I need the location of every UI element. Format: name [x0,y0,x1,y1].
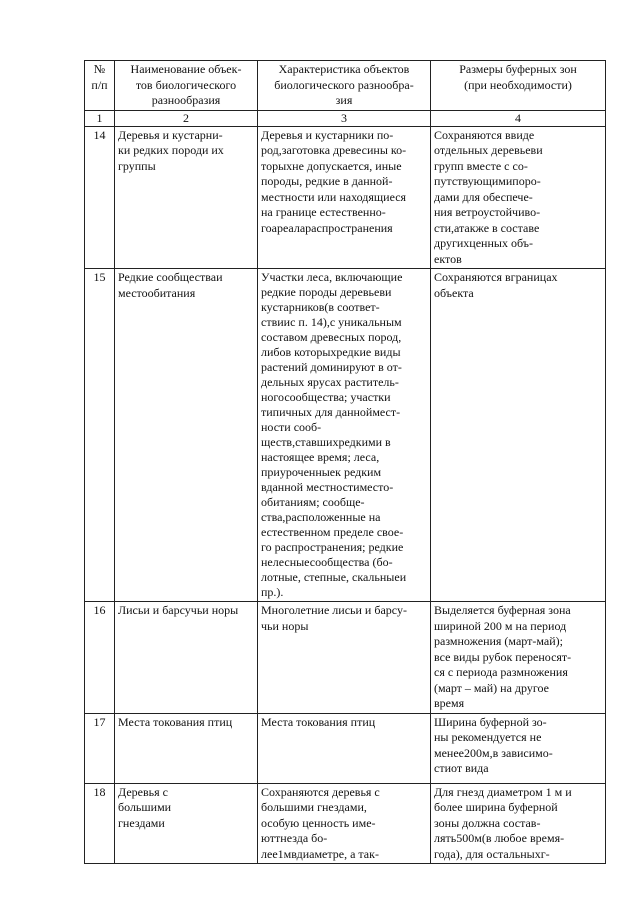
row-buffer-size: Выделяется буферная зона шириной 200 м на период размножения (март-май); все виды рубок переносят- ся с периода размножения (март – май) на другое время [431,602,606,714]
table-row [85,713,606,783]
row-number: 14 [85,126,115,269]
row-characteristic: Деревья и кустарники по- род,заготовка древесины ко- торыхне допускается, иные породы, редкие в данной- местности или находящиеся на границе естественно- гоареаларaспространения [258,126,431,269]
table-row [85,602,606,714]
table-row [85,126,606,269]
row-object-name: Деревья с большими гнездами [115,783,258,864]
row-characteristic: Сохраняются деревья с большими гнездами, особую ценность име- юттнезда бо- лее1мвдиаметре, а так- [258,783,431,864]
row-buffer-size: Сохраняются ввиде отдельных деревьеви групп вместе с со- путствующимипоро- дами для обеспече- ния ветроустойчиво- сти,атакже в составе другихценных объ- ектов [431,126,606,269]
table-row [85,783,606,864]
row-characteristic: Места токования птиц [258,713,431,783]
row-object-name: Места токования птиц [115,713,258,783]
table-header-row [85,61,606,111]
index-cell: 2 [115,110,258,126]
header-number: № п/п [85,61,115,111]
row-number: 15 [85,269,115,602]
row-object-name: Редкие сообществаи местообитания [115,269,258,602]
row-buffer-size: Ширина буферной зо- ны рекомендуется не менее200м,в зависимо- стиот вида [431,713,606,783]
index-cell: 1 [85,110,115,126]
row-number: 17 [85,713,115,783]
header-buffer-size: Размеры буферных зон (при необходимости) [431,61,606,111]
row-number: 16 [85,602,115,714]
row-buffer-size: Сохраняются вграницах объекта [431,269,606,602]
index-cell: 4 [431,110,606,126]
row-object-name: Деревья и кустарни- ки редких породи их группы [115,126,258,269]
table-row [85,269,606,602]
row-characteristic: Участки леса, включающие редкие породы деревьеви кустарников(в соответ- ствиис п. 14),с уникальным составом древесных пород, либов которыхредкие виды растений доминируют в от- дельных ярусах раститель- ногосообщества; участки типичных для данноймест- ности сооб- ществ,ставшихредкими в настоящее время; леса, приуроченныек редким вданной местностиместо- обитаниям; сообще- ства,расположенные на естественном пределе свое- го распространения; редкие нелесныесообщества (бо- лотные, степные, скальныеи пр.). [258,269,431,602]
biodiversity-objects-table [84,60,606,864]
row-characteristic: Многолетние лисьи и барсу- чьи норы [258,602,431,714]
row-number: 18 [85,783,115,864]
header-characteristic: Характеристика объектов биологического разнообра- зия [258,61,431,111]
row-object-name: Лисьи и барсучьи норы [115,602,258,714]
header-object-name: Наименование объек- тов биологического разнообразия [115,61,258,111]
table-index-row [85,110,606,126]
row-buffer-size: Для гнезд диаметром 1 м и более ширина буферной зоны должна состав- лять500м(в любое время- года), для остальныхг- [431,783,606,864]
index-cell: 3 [258,110,431,126]
